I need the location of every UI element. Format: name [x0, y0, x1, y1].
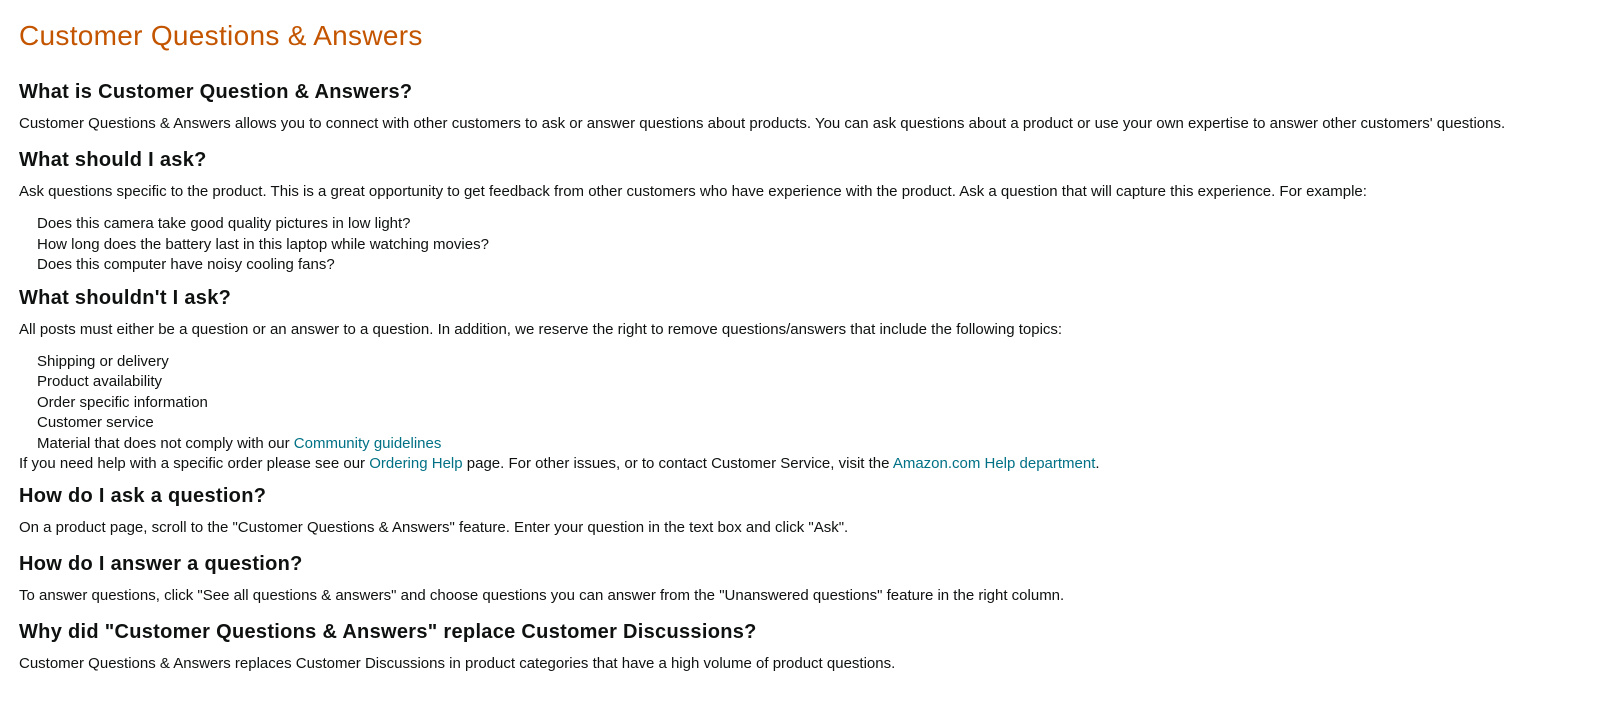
- help-text: If you need help with a specific order please see our: [19, 455, 370, 472]
- page-title: Customer Questions & Answers: [19, 20, 423, 51]
- community-guidelines-link[interactable]: Community guidelines: [293, 434, 442, 452]
- section-heading-should-ask: What should I ask?: [19, 149, 207, 171]
- section-how-answer: [19, 552, 1581, 606]
- section-body-how-answer: To answer questions, click "See all questions & answers" and choose questions you can answer from the "Unanswered questions" feature in the right column.: [19, 587, 1065, 604]
- section-heading-why-replace: Why did "Customer Questions & Answers" replace Customer Discussions?: [19, 621, 757, 643]
- section-heading-how-answer: How do I answer a question?: [19, 553, 303, 575]
- section-why-replace: [19, 620, 1581, 674]
- help-text: .: [1095, 455, 1100, 472]
- section-body-should-ask: Ask questions specific to the product. This is a great opportunity to get feedback from other customers who have experience with the product. Ask a question that will capture this experience. For example:: [19, 183, 1367, 200]
- list-item: Does this camera take good quality pictures in low light?: [37, 215, 411, 232]
- section-body-what-is: Customer Questions & Answers allows you to connect with other customers to ask or answer questions about products. You can ask questions about a product or use your own expertise to answer other customers' questions.: [19, 115, 1506, 132]
- prohibited-topics-list: [19, 352, 1581, 455]
- section-body-shouldnt-ask: All posts must either be a question or an answer to a question. In addition, we reserve the right to remove questions/answers that include the following topics:: [19, 320, 1063, 338]
- section-heading-how-ask: How do I ask a question?: [19, 485, 267, 507]
- help-department-link[interactable]: Amazon.com Help department: [892, 455, 1096, 472]
- section-heading-shouldnt-ask: What shouldn't I ask?: [19, 286, 232, 309]
- section-heading-what-is: What is Customer Question & Answers?: [19, 81, 413, 103]
- section-should-ask: [19, 148, 1581, 276]
- list-item: Order specific information: [37, 393, 208, 411]
- help-text: page. For other issues, or to contact Customer Service, visit the: [462, 455, 893, 472]
- list-item: Does this computer have noisy cooling fans?: [37, 256, 335, 273]
- guidelines-item-text: Material that does not comply with our: [37, 434, 294, 452]
- section-body-why-replace: Customer Questions & Answers replaces Customer Discussions in product categories that have a high volume of product questions.: [19, 655, 896, 672]
- list-item: Product availability: [37, 373, 163, 390]
- example-questions-list: [19, 214, 497, 276]
- section-body-how-ask: On a product page, scroll to the "Customer Questions & Answers" feature. Enter your question in the text box and click "Ask".: [19, 519, 849, 536]
- list-item: [37, 434, 1581, 455]
- section-shouldnt-ask: [19, 286, 1581, 475]
- section-what-is: [19, 80, 1581, 134]
- ordering-help-link[interactable]: Ordering Help: [369, 455, 463, 472]
- list-item: Customer service: [37, 414, 154, 431]
- section-how-ask: [19, 484, 1581, 538]
- help-paragraph: [19, 454, 1581, 474]
- list-item: How long does the battery last in this laptop while watching movies?: [37, 235, 489, 253]
- list-item: Shipping or delivery: [37, 352, 169, 370]
